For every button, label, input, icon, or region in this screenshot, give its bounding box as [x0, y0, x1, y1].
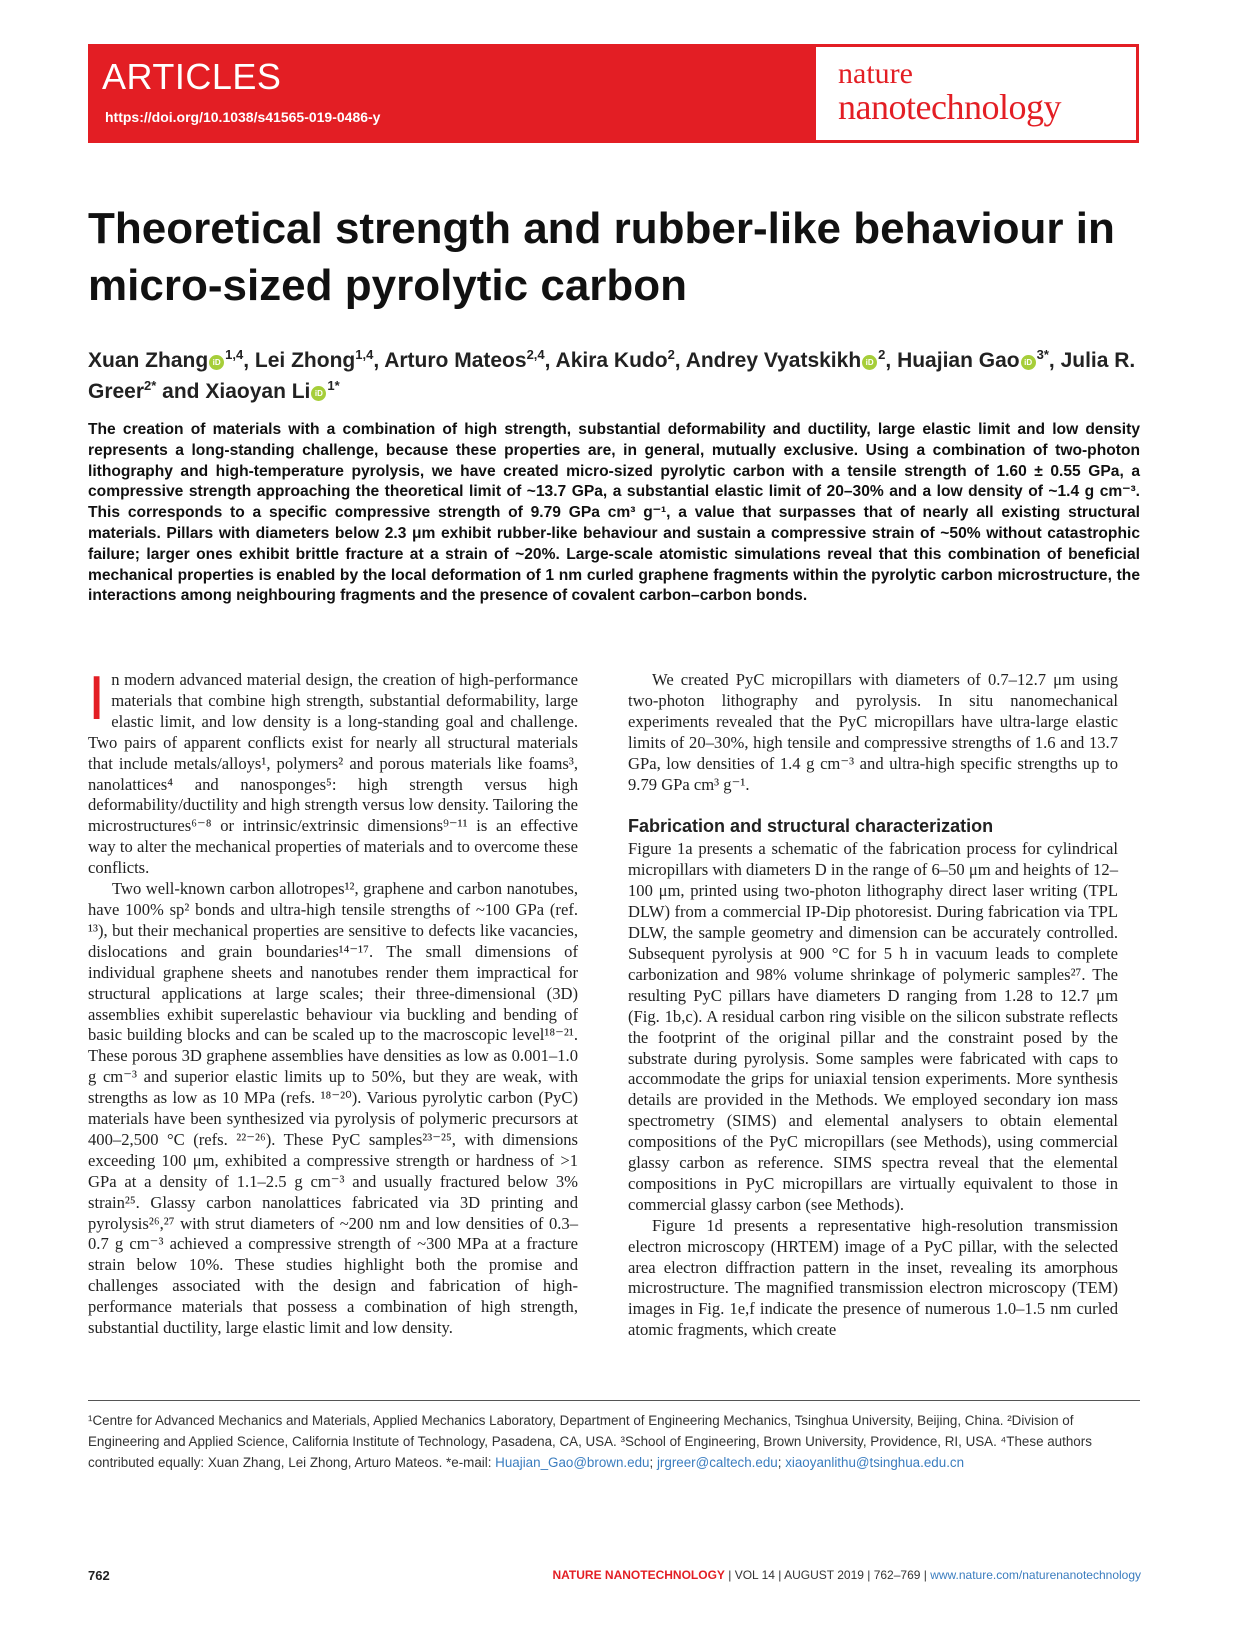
- author-name: Huajian Gao: [897, 349, 1020, 372]
- orcid-icon[interactable]: iD: [862, 355, 877, 370]
- author-list: Xuan Zhang iD$^{1,4}$, Lei Zhong$^{1,4}$, Arturo Mateos$^{2,4}$, Akira Kudo$^2$, Andrey Vyatskikh $iD^2$, Huajian Gao $iD^{3*}$, Julia R. Greer$^{2*}$ and Xiaoyan Li $iD^{1*}$: [88, 347, 1136, 403]
- orcid-icon[interactable]: iD: [311, 386, 326, 401]
- footer-citation: NATURE NANOTECHNOLOGY | VOL 14 | AUGUST 2019 | 762–769 | www.nature.com/naturenanotechnology: [552, 1568, 1141, 1582]
- author-name: Xiaoyan Li: [205, 380, 311, 403]
- affiliations-footnote: ¹Centre for Advanced Mechanics and Materials, Applied Mechanics Laboratory, Department of Engineering Mechanics, Tsinghua University, Beijing, China. ²Division of Engineering and Applied Science, California Institute of Technology, Pasadena, CA, USA. ³School of Engineering, Brown University, Providence, RI, USA. ⁴These authors contributed equally: Xuan Zhang, Lei Zhong, Arturo Mateos. *e-mail: Huajian_Gao@brown.edu; jrgreer@caltech.edu; xiaoyanlithu@tsinghua.edu.cn: [88, 1413, 1092, 1470]
- author-name: Akira Kudo: [555, 349, 668, 372]
- journal-logo: [816, 47, 1136, 140]
- footnote-divider: [88, 1400, 1140, 1401]
- author-name: Xuan Zhang: [88, 349, 209, 372]
- paragraph: Figure 1d presents a representative high-resolution transmission electron microscopy (HRTEM) image of a PyC pillar, with the selected area electron diffraction pattern in the inset, revealing its amorphous microstructure. The magnified transmission electron microscopy (TEM) images in Fig. 1e,f indicate the presence of numerous 1.0–1.5 nm curled atomic fragments, which create: [628, 1215, 1118, 1340]
- paragraph: Figure 1a presents a schematic of the fabrication process for cylindrical micropillars with diameters D in the range of 6–50 μm and heights of 12–100 μm, printed using two-photon lithography direct laser writing (TPL DLW) from a commercial IP-Dip photoresist. During fabrication via TPL DLW, the sample geometry and dimension can be accurately controlled. Subsequent pyrolysis at 900 °C for 5 h in vacuum leads to complete carbonization and 98% volume shrinkage of polymeric samples²⁷. The resulting PyC pillars have diameters D ranging from 1.28 to 12.7 μm (Fig. 1b,c). A residual carbon ring visible on the silicon substrate reflects the footprint of the original pillar and the constraint posed by the substrate during pyrolysis. Some samples were fabricated with caps to accommodate the grips for uniaxial tension experiments. More synthesis details are provided in the Methods. We employed secondary ion mass spectrometry (SIMS) and elemental analysers to obtain elemental compositions of the PyC micropillars (see Methods), using commercial glassy carbon as reference. SIMS spectra reveal that the elemental compositions in PyC micropillars are virtually equivalent to those in commercial glassy carbon (see Methods).: [628, 839, 1118, 1214]
- author-name: Julia R. Greer: [88, 349, 1136, 403]
- abstract: The creation of materials with a combination of high strength, substantial deformability and ductility, large elastic limit and low density represents a long-standing challenge, because these properties are, in general, mutually exclusive. Using a combination of two-photon lithography and high-temperature pyrolysis, we have created micro-sized pyrolytic carbon with a tensile strength of 1.60 ± 0.55 GPa, a compressive strength approaching the theoretical limit of ~13.7 GPa, a substantial elastic limit of 20–30% and a low density of ~1.4 g cm⁻³. This corresponds to a specific compressive strength of 9.79 GPa cm³ g⁻¹, a value that surpasses that of nearly all existing structural materials. Pillars with diameters below 2.3 μm exhibit rubber-like behaviour and sustain a compressive strain of ~50% without catastrophic failure; larger ones exhibit brittle fracture at a strain of ~20%. Large-scale atomistic simulations reveal that this combination of beneficial mechanical properties is enabled by the local deformation of 1 nm curled graphene fragments within the pyrolytic carbon microstructure, the interactions among neighbouring fragments and the presence of covalent carbon–carbon bonds.: [88, 421, 1140, 605]
- section-label: ARTICLES: [102, 56, 282, 97]
- author-name: Andrey Vyatskikh: [685, 349, 862, 372]
- email-link[interactable]: jrgreer@caltech.edu: [656, 1455, 778, 1470]
- orcid-icon[interactable]: iD: [1021, 355, 1036, 370]
- paragraph: In modern advanced material design, the creation of high-performance materials that combine high strength, substantial deformability, large elastic limit, and low density is a long-standing goal and challenge. Two pairs of apparent conflicts exist for nearly all structural materials that include metals/alloys¹, polymers² and porous materials like foams³, nanolattices⁴ and nanosponges⁵: high strength versus high deformability/ductility and high strength versus low density. Tailoring the microstructures⁶⁻⁸ or intrinsic/extrinsic dimensions⁹⁻¹¹ is an effective way to alter the mechanical properties of materials and to overcome these conflicts.: [88, 664, 578, 878]
- right-column: [628, 670, 1118, 1341]
- author-name: Arturo Mateos: [384, 349, 527, 372]
- page-number: 762: [88, 1568, 110, 1583]
- footer-url[interactable]: www.nature.com/naturenanotechnology: [930, 1568, 1141, 1582]
- article-header: [88, 44, 1139, 143]
- left-column: [88, 664, 578, 1339]
- paragraph: Two well-known carbon allotropes¹², graphene and carbon nanotubes, have 100% sp² bonds and ultra-high tensile strengths of ~100 GPa (ref. ¹³), but their mechanical properties are sensitive to defects like vacancies, dislocations and grain boundaries¹⁴⁻¹⁷. The small dimensions of individual graphene sheets and nanotubes render them impractical for structural applications at large scales; their three-dimensional (3D) assemblies exhibit superelastic behaviour via buckling and bending of basic building blocks and can be scaled up to the macroscopic level¹⁸⁻²¹. These porous 3D graphene assemblies have densities as low as 0.001–1.0 g cm⁻³ and superior elastic limits up to 50%, but they are weak, with strengths as low as 10 MPa (refs. ¹⁸⁻²⁰). Various pyrolytic carbon (PyC) materials have been synthesized via pyrolysis of polymeric precursors at 400–2,500 °C (refs. ²²⁻²⁶). These PyC samples²³⁻²⁵, with dimensions exceeding 100 μm, exhibited a compressive strength or hardness of >1 GPa at a density of 1.1–2.5 g cm⁻³ and usually fractured below 3% strain²⁵. Glassy carbon nanolattices fabricated via 3D printing and pyrolysis²⁶,²⁷ with strut diameters of ~200 nm and low densities of 0.3–0.7 g cm⁻³ achieved a compressive strength of ~300 MPa at a fracture strain below 10%. These studies highlight both the promise and challenges associated with the design and fabrication of high-performance materials that possess a combination of high strength, substantial ductility, large elastic limit and low density.: [88, 879, 578, 1338]
- footer-journal: NATURE NANOTECHNOLOGY: [552, 1568, 725, 1582]
- section-heading: Fabrication and structural characterization: [628, 816, 994, 837]
- author-name: Lei Zhong: [254, 349, 356, 372]
- journal-logo-line2: nanotechnology: [838, 87, 1061, 127]
- article-title: Theoretical strength and rubber-like behaviour in micro-sized pyrolytic carbon: [88, 204, 1115, 310]
- orcid-icon[interactable]: iD: [209, 355, 224, 370]
- email-link[interactable]: Huajian_Gao@brown.edu: [495, 1455, 650, 1470]
- journal-logo-line1: nature: [838, 57, 913, 90]
- doi-link[interactable]: https://doi.org/10.1038/s41565-019-0486-y: [105, 109, 381, 125]
- drop-cap: I: [88, 664, 106, 733]
- email-link[interactable]: xiaoyanlithu@tsinghua.edu.cn: [785, 1455, 965, 1470]
- paragraph: We created PyC micropillars with diameters of 0.7–12.7 μm using two-photon lithography and pyrolysis. In situ nanomechanical experiments revealed that the PyC micropillars have ultra-large elastic limits of 20–30%, high tensile and compressive strengths of 1.6 and 13.7 GPa, low densities of 1.4 g cm⁻³ and ultra-high specific strengths up to 9.79 GPa cm³ g⁻¹.: [628, 670, 1118, 794]
